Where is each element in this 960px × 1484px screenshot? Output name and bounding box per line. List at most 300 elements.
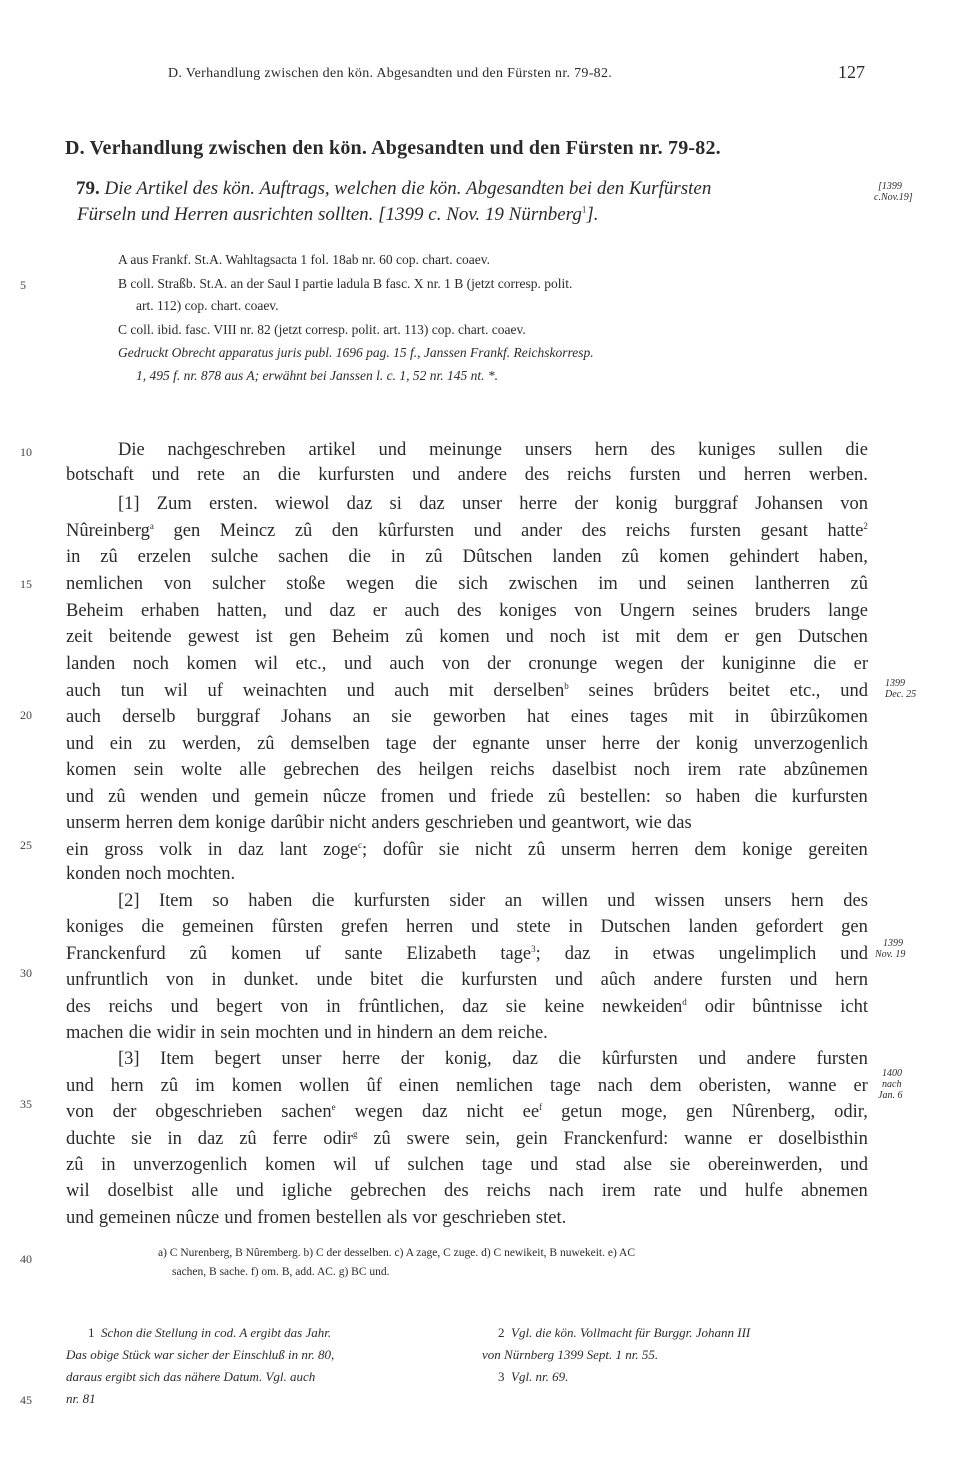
word: wegen [354, 1102, 403, 1122]
word: andere [457, 465, 507, 485]
word: reichs [486, 1181, 531, 1201]
word: wiewol [274, 494, 330, 514]
word: gen [288, 627, 316, 647]
footnote-marker: d [682, 996, 687, 1007]
word: und [346, 681, 375, 701]
word: unser [545, 734, 586, 754]
word: zû [527, 840, 546, 860]
word: in [357, 1023, 372, 1043]
word: begert [216, 997, 263, 1017]
word: und [412, 465, 440, 485]
word: Franckenfurd: [563, 1129, 669, 1149]
word: und [530, 1155, 559, 1175]
word: wegen [614, 654, 664, 674]
word: herren [125, 813, 173, 833]
body-line [66, 944, 868, 965]
word: zû [548, 787, 566, 807]
word: und [698, 465, 727, 485]
word: und [505, 627, 534, 647]
word: und [284, 601, 313, 621]
word: stete [516, 917, 551, 937]
word: icht [840, 997, 868, 1017]
word: beitet [728, 681, 770, 701]
word: Beheim [331, 627, 390, 647]
word: er [853, 654, 868, 674]
word: stoße [286, 574, 326, 594]
word: in [167, 1129, 182, 1149]
word: lantherren [754, 574, 830, 594]
word: an [352, 707, 371, 727]
body-line [66, 917, 868, 938]
word: grefen [340, 917, 389, 937]
word: alle [191, 1181, 219, 1201]
word: gemeinen [181, 917, 254, 937]
word: uf [374, 1155, 390, 1175]
word: abnemen [801, 1181, 868, 1201]
word: sie [669, 1155, 691, 1175]
word: herren [631, 840, 679, 860]
body-line [66, 547, 868, 568]
word: burggraf [674, 494, 738, 514]
footnote-1-line-4: nr. 81 [66, 1391, 96, 1406]
word: tun [120, 681, 145, 701]
word: die [558, 1049, 582, 1069]
word: wenden [140, 787, 198, 807]
word: reichs [108, 997, 153, 1017]
word: tage [550, 1076, 581, 1096]
word: keine [544, 997, 585, 1017]
word: der [432, 734, 457, 754]
word: und [66, 734, 94, 754]
word: er [372, 601, 388, 621]
word: und [343, 654, 372, 674]
word: fursten [816, 1049, 868, 1069]
word: haben, [819, 547, 868, 567]
source-line-1: A aus Frankf. St.A. Wahltagsacta 1 fol. 18ab nr. 60 cop. chart. coaev. [118, 252, 490, 267]
word: rate [738, 760, 767, 780]
word: daz [197, 1129, 224, 1149]
footnote-marker: 2 [863, 520, 868, 531]
word: brûders [653, 681, 709, 701]
word: darûbir [270, 813, 325, 833]
word: kurfursten [461, 970, 538, 990]
word: aûch [600, 970, 636, 990]
word: hindern [376, 1023, 434, 1043]
word: unser [281, 1049, 322, 1069]
word: $ee^f$ [522, 1101, 543, 1122]
word: sie [131, 1129, 152, 1149]
word: gen [173, 521, 201, 541]
word: stet. [535, 1208, 567, 1228]
word: unserm [66, 813, 121, 833]
line-number: 5 [20, 278, 26, 292]
word: kuniges [698, 440, 756, 460]
word: die [420, 970, 444, 990]
word: dofûr [382, 840, 424, 860]
line-number: 15 [20, 577, 32, 591]
word: und [378, 440, 407, 460]
word: die [141, 917, 165, 937]
word: in [734, 707, 750, 727]
word: im [598, 574, 618, 594]
word: und [224, 1208, 253, 1228]
word: der [112, 1102, 137, 1122]
word: wie [635, 813, 662, 833]
word: in [614, 944, 629, 964]
word: Dutschen [600, 917, 671, 937]
word: Nûreinberg$^a$ [66, 520, 154, 541]
word: meinunge [429, 440, 503, 460]
body-line [66, 574, 868, 595]
word: abzûnemen [783, 760, 868, 780]
word: komen [230, 944, 282, 964]
word: sich [458, 574, 489, 594]
word: doselbisthin [778, 1129, 868, 1149]
word: die [813, 654, 837, 674]
body-line [66, 1181, 868, 1202]
word: komen [265, 1155, 316, 1175]
body-line [66, 970, 868, 991]
word: und [66, 1208, 94, 1228]
word: noch [634, 760, 670, 780]
word: wanne [788, 1076, 837, 1096]
word: die [311, 891, 335, 911]
word: mochten. [166, 864, 236, 884]
source-line-2: B coll. Straßb. St.A. an der Saul I partie ladula B fasc. X nr. 1 B (jetzt corresp. polit. [118, 276, 573, 291]
word: hern [110, 1076, 144, 1096]
word: mit [688, 707, 714, 727]
word: unfruntlich [66, 970, 149, 990]
word: geschrieben [442, 1208, 531, 1228]
margin-date-3: 1400 nach Jan. 6 [878, 1068, 903, 1101]
word: doselbist [107, 1181, 174, 1201]
word: nicht [329, 813, 367, 833]
word: auch [66, 707, 101, 727]
word: fromen [257, 1208, 311, 1228]
word: und [638, 574, 667, 594]
word: kurfursten [791, 787, 868, 807]
line-number: 25 [20, 838, 32, 852]
word: sachen [278, 547, 329, 567]
word: [2] [118, 891, 140, 911]
word: und [473, 521, 502, 541]
word: nûcze [323, 787, 367, 807]
word: geworben [432, 707, 506, 727]
body-line [66, 494, 868, 515]
word: komen [66, 760, 117, 780]
word: reichs [490, 760, 535, 780]
word: eines [570, 707, 609, 727]
word: zû [621, 547, 640, 567]
word: unserm [561, 840, 616, 860]
line-number: 30 [20, 966, 32, 980]
word: daz [421, 1102, 448, 1122]
margin-date-2: 1399 Nov. 19 [875, 938, 906, 960]
body-line [66, 1049, 868, 1070]
word: zû [239, 1129, 257, 1149]
word: wanne [684, 1129, 733, 1149]
footnote-marker: a [149, 520, 154, 531]
word: uf [207, 681, 223, 701]
word: widir [156, 1023, 196, 1043]
word: in [568, 917, 583, 937]
word: friede [490, 787, 534, 807]
word: erzelen [137, 547, 192, 567]
section-title: D. Verhandlung zwischen den kön. Abgesandten und den Fürsten nr. 79-82. [65, 137, 721, 159]
word: wil [254, 654, 279, 674]
footnote-3-line-1: 3 Vgl. nr. 69. [498, 1369, 569, 1384]
word: zu [148, 734, 166, 754]
source-line-3: art. 112) cop. chart. coaev. [136, 298, 279, 313]
word: nicht [475, 840, 513, 860]
word: die [348, 547, 372, 567]
word: in [211, 970, 226, 990]
word: und [66, 787, 94, 807]
body-line [66, 440, 868, 461]
word: den [331, 521, 359, 541]
word: cronunge [528, 654, 598, 674]
word: andere [746, 1049, 796, 1069]
word: seinen [686, 574, 735, 594]
word: reiche. [497, 1023, 548, 1043]
word: uf [305, 944, 321, 964]
word: landen [552, 547, 602, 567]
word: sie [505, 997, 527, 1017]
word: ist [601, 627, 620, 647]
word: als [386, 1208, 408, 1228]
word: gen [755, 627, 782, 647]
word: beitende [108, 627, 172, 647]
word: und [170, 997, 199, 1017]
word: mit [448, 681, 474, 701]
word: sein [133, 760, 164, 780]
source-line-5: Gedruckt Obrecht apparatus juris publ. 1696 pag. 15 f., Janssen Frankf. Reichskorresp. [118, 345, 594, 360]
word: an [438, 1023, 456, 1043]
word: sulchen [407, 1155, 465, 1175]
body-line [66, 1023, 868, 1044]
word: von [280, 997, 309, 1017]
word: willen [541, 891, 588, 911]
word: wegen [346, 574, 395, 594]
word: und [448, 787, 477, 807]
word: herren [743, 465, 792, 485]
word: herren [405, 917, 454, 937]
word: auch [389, 654, 425, 674]
word: sie [438, 840, 460, 860]
footnote-marker: e [331, 1101, 336, 1112]
word: zû [66, 1155, 84, 1175]
word: Nûrenberg, [731, 1102, 816, 1122]
heading-text-2c: ]. [586, 204, 599, 225]
word: fursten [689, 521, 742, 541]
word: Elizabeth [406, 944, 477, 964]
body-line [66, 521, 868, 542]
body-line [66, 1208, 868, 1229]
word: artikel [308, 440, 356, 460]
word: und [471, 917, 499, 937]
word: dem [178, 813, 210, 833]
line-number: 40 [20, 1252, 32, 1266]
word: hern [835, 970, 868, 990]
word: Die [118, 440, 145, 460]
word: wollen [299, 1076, 350, 1096]
word: Item [160, 1049, 195, 1069]
word: zû [425, 547, 443, 567]
word: bestellen: [579, 787, 651, 807]
word: botschaft [66, 465, 134, 485]
word: herre [602, 734, 641, 754]
body-line [66, 864, 868, 885]
word: lange [827, 601, 868, 621]
word: mochten [255, 1023, 319, 1043]
word: bitet [370, 970, 404, 990]
word: in [390, 547, 406, 567]
word: und [324, 1023, 352, 1043]
word: demselben [290, 734, 370, 754]
word: unverzogenlich [133, 1155, 248, 1175]
word: wissen [654, 891, 705, 911]
word: seines [692, 601, 738, 621]
word: zû [850, 574, 868, 594]
word: odir [704, 997, 735, 1017]
word: gen [841, 917, 868, 937]
word: dem [460, 1023, 493, 1043]
word: so [212, 891, 229, 911]
word: gebrechen [350, 1181, 427, 1201]
word: des [66, 997, 91, 1017]
word: dem [694, 840, 727, 860]
body-line [66, 1155, 868, 1176]
word: und [698, 1049, 727, 1069]
word: daz [419, 494, 445, 514]
footnote-2-line-2: von Nürnberg 1399 Sept. 1 nr. 55. [482, 1347, 659, 1362]
word: haben [248, 891, 293, 911]
word: sein [220, 1023, 251, 1043]
word: konige [215, 813, 266, 833]
word: wil [333, 1155, 357, 1175]
word: so [665, 787, 682, 807]
word: daz [564, 944, 591, 964]
word: haben [696, 787, 741, 807]
word: irem [601, 1181, 636, 1201]
word: Zum [156, 494, 192, 514]
word: bûntnisse [752, 997, 823, 1017]
word: des [444, 1181, 469, 1201]
word: volk [159, 840, 193, 860]
word: daz [512, 1049, 538, 1069]
word: derselben$^b$ [493, 680, 569, 701]
word: tage [385, 734, 417, 754]
word: nach [597, 1076, 633, 1096]
document-number: 79. [76, 178, 100, 199]
word: kurfursten [318, 465, 395, 485]
word: kûrfursten [378, 521, 455, 541]
word: herre [519, 494, 558, 514]
word: tages [629, 707, 668, 727]
word: werden, [181, 734, 242, 754]
word: weinachten [242, 681, 327, 701]
word: frûntlichen, [358, 997, 445, 1017]
line-number: 20 [20, 708, 32, 722]
word: sulcher [212, 574, 266, 594]
word: igliche [281, 1181, 333, 1201]
word: fromen [380, 787, 434, 807]
word: nach [548, 1181, 584, 1201]
word: noch [132, 654, 169, 674]
footnote-1-line-1: 1 Schon die Stellung in cod. A ergibt das Jahr. [88, 1325, 332, 1340]
word: koniges [499, 601, 557, 621]
word: von [574, 601, 602, 621]
word: zwischen [508, 574, 578, 594]
word: hatten, [217, 601, 267, 621]
word: sein, [465, 1129, 501, 1149]
word: sulche [210, 547, 259, 567]
word: wil [164, 681, 188, 701]
word: und [555, 970, 583, 990]
word: komen [658, 547, 710, 567]
word: des [843, 891, 868, 911]
word: rate [653, 1181, 682, 1201]
word: daz [329, 601, 356, 621]
word: sider [449, 891, 486, 911]
word: unsers [524, 440, 573, 460]
word: der [487, 654, 511, 674]
word: zû [189, 944, 208, 964]
word: fursten [629, 465, 681, 485]
word: Dûtschen [462, 547, 533, 567]
word: an [504, 891, 523, 911]
word: kurfursten [353, 891, 430, 911]
word: Johansen [755, 494, 823, 514]
word: daselbist [551, 760, 617, 780]
word: etc., [295, 654, 327, 674]
footnote-2-line-1: 2 Vgl. die kön. Vollmacht für Burggr. Johann III [498, 1325, 751, 1340]
word: herre [342, 1049, 381, 1069]
word: hat [526, 707, 550, 727]
word: lant [279, 840, 308, 860]
word: ein [66, 840, 89, 860]
word: unverzogenlich [753, 734, 868, 754]
word: des [524, 465, 550, 485]
word: Item [159, 891, 193, 911]
word: duchte [66, 1129, 116, 1149]
word: das [667, 813, 692, 833]
word: er [748, 1129, 763, 1149]
word: fursten [720, 970, 772, 990]
word: konige [742, 840, 793, 860]
word: von [165, 970, 194, 990]
word: hern [790, 891, 824, 911]
body-line [66, 1102, 868, 1123]
word: im [195, 1076, 215, 1096]
word: des [456, 601, 482, 621]
word: koniges [66, 917, 124, 937]
word: etwas [652, 944, 695, 964]
word: Johans [281, 707, 332, 727]
word: hatte$^2$ [827, 520, 868, 541]
heading-text-2a: Fürseln und Herren ausrichten sollten. [77, 204, 374, 225]
word: in [101, 1155, 116, 1175]
word: wolte [180, 760, 222, 780]
word: sachen$^e$ [281, 1101, 336, 1122]
margin-date-heading: [1399 c.Nov.19] [874, 181, 913, 203]
word: und [236, 1181, 264, 1201]
critical-note-line-2: sachen, B sache. f) om. B, add. AC. g) BC und. [172, 1266, 390, 1278]
footnote-marker: b [564, 680, 569, 691]
word: die [754, 787, 778, 807]
word: unsers [724, 891, 772, 911]
word: die [128, 1023, 152, 1043]
